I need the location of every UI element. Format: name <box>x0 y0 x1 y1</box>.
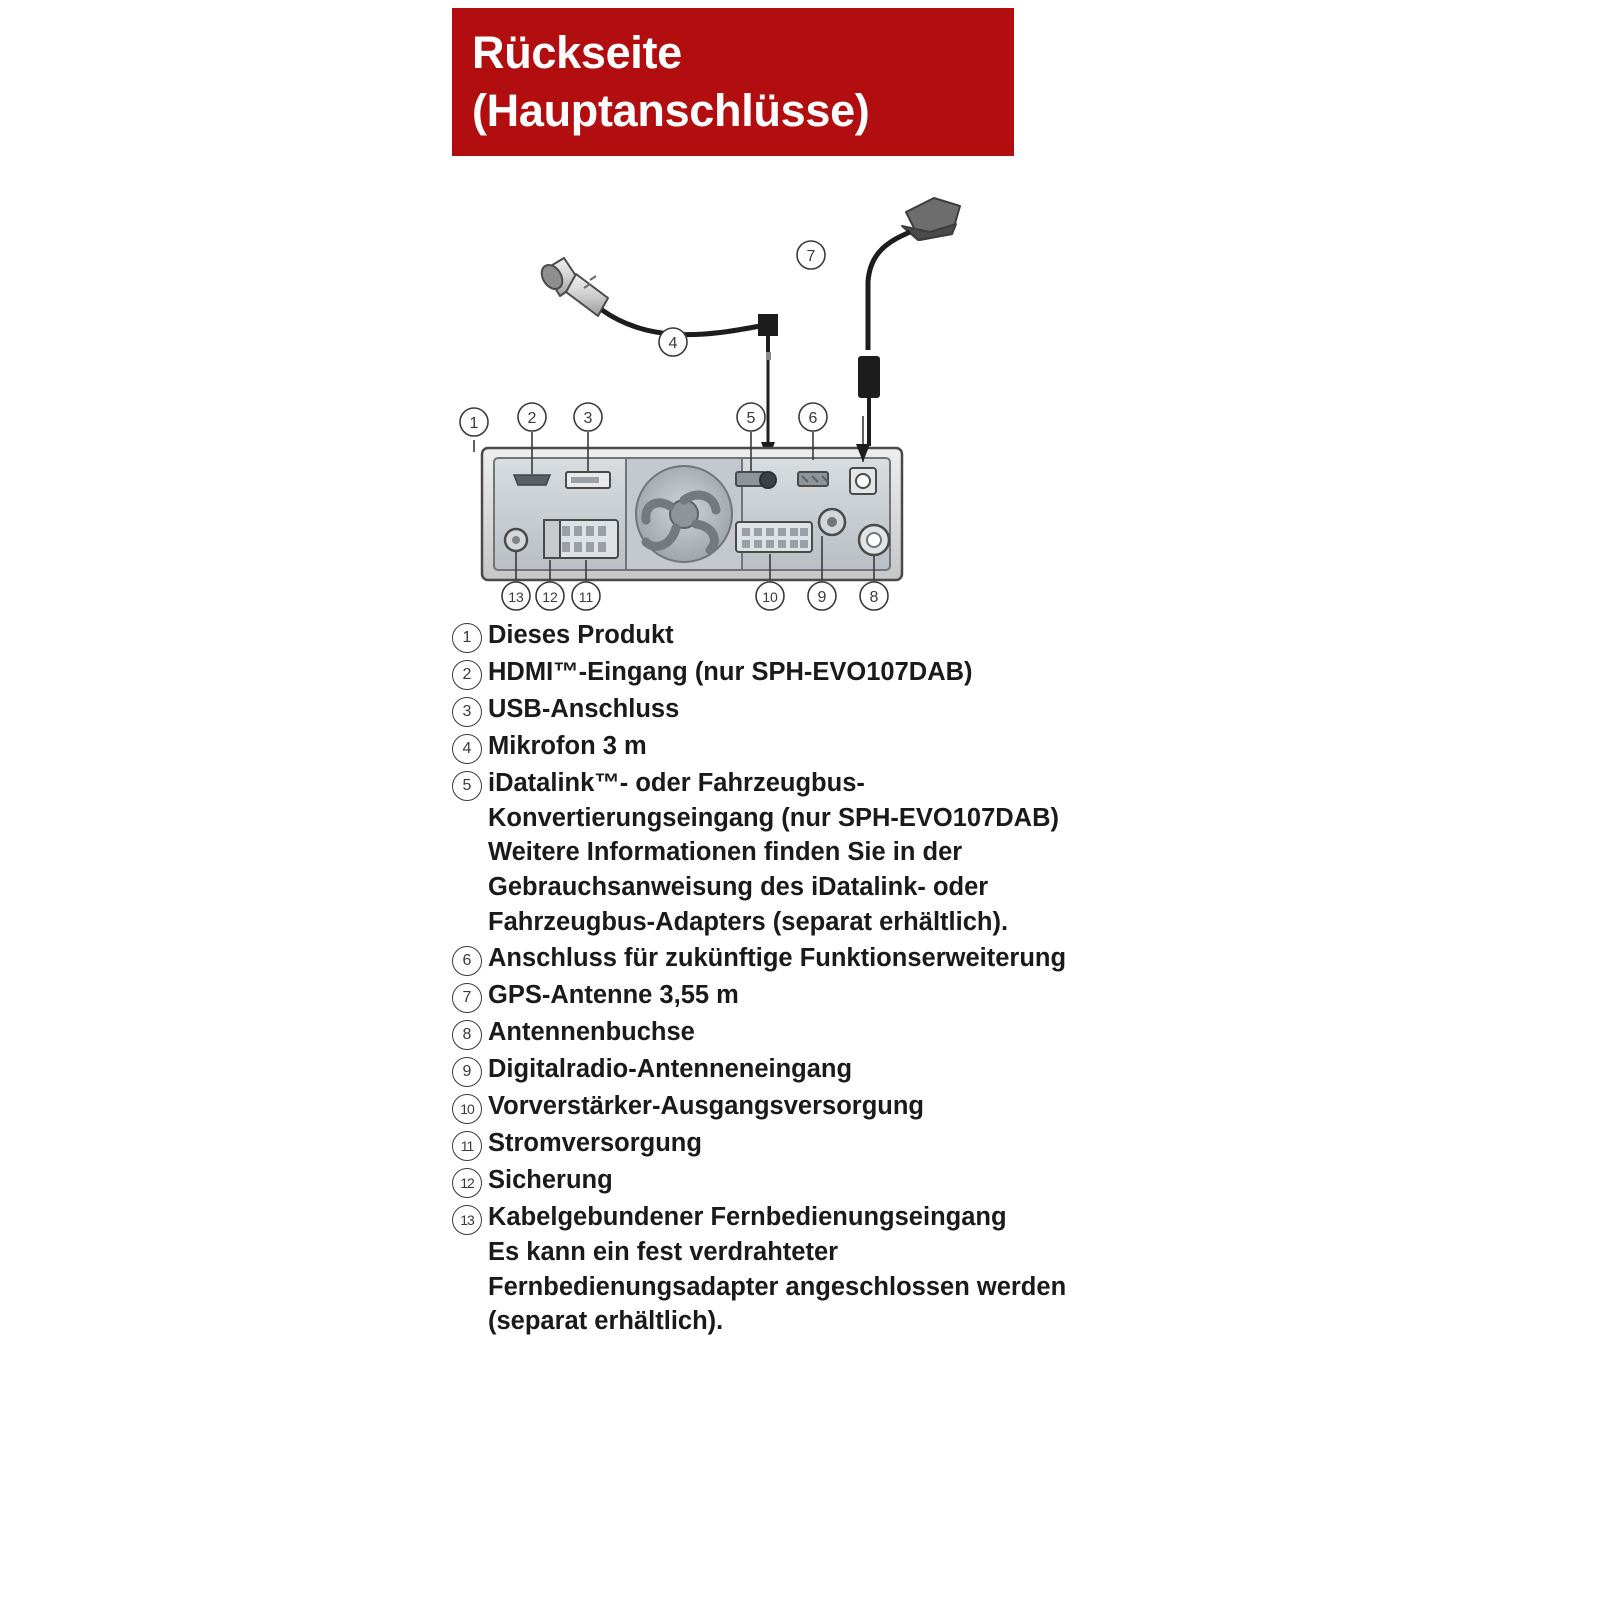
callout-7 <box>797 241 825 269</box>
gps-antenna-cable <box>868 232 910 350</box>
legend-label: Mikrofon 3 m <box>488 732 647 760</box>
callout-5 <box>737 403 765 431</box>
legend-number: 10 <box>452 1094 482 1124</box>
cooling-fan <box>626 458 742 570</box>
legend-number: 7 <box>452 983 482 1013</box>
legend-item-11 <box>452 1126 1092 1161</box>
legend-number: 11 <box>452 1131 482 1161</box>
legend-item-1 <box>452 618 1092 653</box>
page-title-line-1: Rückseite <box>472 27 682 79</box>
digital-radio-antenna-input <box>819 509 845 535</box>
svg-text:11: 11 <box>578 589 594 605</box>
gps-antenna-socket <box>850 468 876 494</box>
fuse-and-power-connector <box>544 520 618 558</box>
preout-connector <box>736 522 812 552</box>
svg-text:1: 1 <box>469 415 479 432</box>
legend-item-2 <box>452 655 1092 690</box>
svg-text:6: 6 <box>808 410 818 427</box>
legend-label <box>488 1200 1092 1339</box>
legend-label: USB-Anschluss <box>488 695 680 723</box>
legend-number: 13 <box>452 1205 482 1235</box>
page-title-line-2: (Hauptanschlüsse) <box>472 85 870 136</box>
legend-item-13 <box>452 1200 1092 1339</box>
microphone-plug <box>537 258 608 316</box>
svg-text:2: 2 <box>527 410 537 427</box>
legend-list <box>452 618 1092 1341</box>
callout-6 <box>799 403 827 431</box>
car-stereo-rear-chassis <box>482 448 902 580</box>
svg-text:13: 13 <box>508 589 524 605</box>
legend-item-5 <box>452 766 1092 939</box>
callout-4 <box>659 328 687 356</box>
legend-label: Antennenbuchse <box>488 1018 695 1047</box>
legend-number: 8 <box>452 1020 482 1050</box>
legend-number: 12 <box>452 1168 482 1198</box>
legend-label: Sicherung <box>488 1166 613 1195</box>
callout-3 <box>574 403 602 431</box>
callout-10 <box>756 582 784 610</box>
page-title-banner <box>452 8 1014 156</box>
legend-number: 4 <box>452 734 482 764</box>
svg-text:12: 12 <box>542 589 558 605</box>
microphone-jack-plug <box>758 314 778 360</box>
legend-label: Vorverstärker-Ausgangsversorgung <box>488 1092 925 1121</box>
legend-label-note: Weitere Informationen finden Sie in der Gebrauchsanweisung des iDatalink- oder Fahrzeugbus-Adapters (separat erhältlich). <box>488 838 1009 936</box>
callout-12 <box>536 582 564 610</box>
legend-number: 5 <box>452 771 482 801</box>
legend-number: 2 <box>452 660 482 690</box>
legend-label: Digitalradio-Antenneneingang <box>488 1055 853 1084</box>
legend-label-main: Kabelgebundener Fernbedienungseingang <box>488 1203 1007 1232</box>
antenna-socket <box>859 525 889 555</box>
legend-label-note: Es kann ein fest verdrahteter Fernbedienungsadapter angeschlossen werden (separat erhältlich). <box>488 1238 1067 1336</box>
legend-label <box>488 766 1092 939</box>
legend-item-6 <box>452 941 1092 976</box>
legend-label: HDMI™-Eingang (nur SPH-EVO107DAB) <box>488 658 973 686</box>
svg-text:7: 7 <box>806 248 816 265</box>
legend-item-10 <box>452 1089 1092 1124</box>
svg-text:5: 5 <box>746 410 756 427</box>
legend-item-9 <box>452 1052 1092 1087</box>
legend-number: 3 <box>452 697 482 727</box>
callout-8 <box>860 582 888 610</box>
legend-label-main: iDatalink™- oder Fahrzeugbus-Konvertierungseingang (nur SPH-EVO107DAB) <box>488 769 1059 832</box>
svg-text:4: 4 <box>668 335 678 352</box>
legend-label: GPS-Antenne 3,55 m <box>488 981 739 1010</box>
legend-number: 1 <box>452 623 482 653</box>
callout-13 <box>502 582 530 610</box>
legend-number: 9 <box>452 1057 482 1087</box>
svg-text:9: 9 <box>817 589 827 606</box>
svg-text:3: 3 <box>583 410 593 427</box>
rear-connections-diagram <box>440 160 1060 620</box>
legend-item-12 <box>452 1163 1092 1198</box>
legend-item-3 <box>452 692 1092 727</box>
legend-number: 6 <box>452 946 482 976</box>
callout-11 <box>572 582 600 610</box>
callout-9 <box>808 582 836 610</box>
callout-1 <box>460 408 488 436</box>
gps-cable-ferrite <box>858 356 880 398</box>
wired-remote-input <box>505 529 527 551</box>
usb-port <box>566 472 610 488</box>
legend-label: Anschluss für zukünftige Funktionserweiterung <box>488 944 1067 973</box>
legend-label: Dieses Produkt <box>488 621 674 649</box>
svg-text:8: 8 <box>869 589 879 606</box>
svg-text:10: 10 <box>762 589 778 605</box>
callout-2 <box>518 403 546 431</box>
legend-item-8 <box>452 1015 1092 1050</box>
legend-item-7 <box>452 978 1092 1013</box>
legend-item-4 <box>452 729 1092 764</box>
hdmi-port <box>514 475 550 485</box>
legend-label: Stromversorgung <box>488 1129 702 1158</box>
